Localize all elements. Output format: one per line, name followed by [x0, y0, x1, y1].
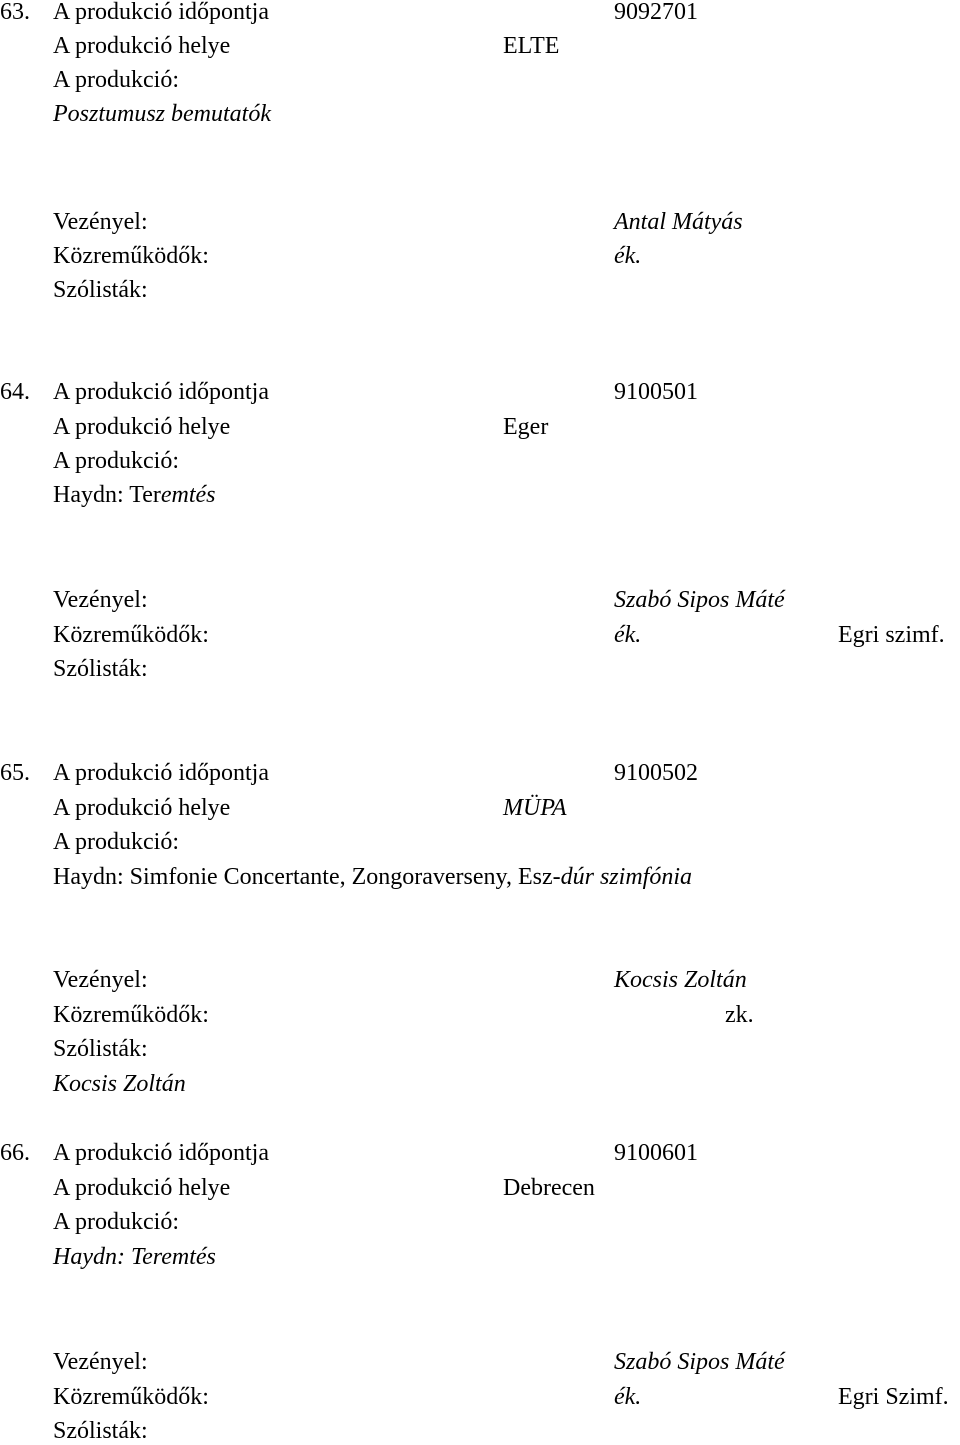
production-date: 9092701	[614, 0, 698, 25]
production-date: 9100502	[614, 760, 698, 786]
place-label: A produkció helye	[53, 795, 231, 821]
production-title-plain: Haydn: Ter	[53, 482, 161, 508]
soloists-label: Szólisták:	[53, 277, 148, 303]
contributors-label: Közreműködők:	[53, 243, 209, 269]
entry-number: 65.	[0, 760, 30, 786]
production-title: Posztumusz bemutatók	[53, 101, 271, 127]
production-place: MÜPA	[503, 795, 567, 821]
place-label: A produkció helye	[53, 33, 231, 59]
place-label: A produkció helye	[53, 414, 231, 440]
conductor-label: Vezényel:	[53, 967, 148, 993]
date-label: A produkció időpontja	[53, 1140, 269, 1166]
production-date: 9100501	[614, 379, 698, 405]
contributors-value: zk.	[725, 1002, 754, 1028]
conductor-name: Antal Mátyás	[614, 209, 743, 235]
production-title-italic: emtés	[160, 482, 216, 508]
production-place: Debrecen	[503, 1175, 595, 1201]
production-place: ELTE	[503, 33, 560, 59]
production-title: Haydn: Teremtés	[53, 1244, 216, 1270]
production-label: A produkció:	[53, 1209, 179, 1235]
conductor-label: Vezényel:	[53, 209, 148, 235]
date-label: A produkció időpontja	[53, 760, 269, 786]
contributors-value: ék.	[614, 1384, 642, 1410]
soloists-label: Szólisták:	[53, 1418, 148, 1444]
conductor-label: Vezényel:	[53, 587, 148, 613]
production-place: Eger	[503, 414, 549, 440]
entry-number: 63.	[0, 0, 30, 25]
soloists-label: Szólisták:	[53, 1036, 148, 1062]
soloists-label: Szólisták:	[53, 656, 148, 682]
contributors-orchestra: Egri Szimf.	[838, 1384, 949, 1410]
entry-number: 64.	[0, 379, 30, 405]
production-label: A produkció:	[53, 829, 179, 855]
production-title	[53, 863, 692, 891]
conductor-name: Szabó Sipos Máté	[614, 1349, 785, 1375]
contributors-label: Közreműködők:	[53, 1002, 209, 1028]
contributors-label: Közreműködők:	[53, 1384, 209, 1410]
date-label: A produkció időpontja	[53, 0, 269, 25]
conductor-name: Szabó Sipos Máté	[614, 587, 785, 613]
production-title-italic: dúr szimfónia	[560, 864, 692, 890]
entry-number: 66.	[0, 1140, 30, 1166]
production-title	[53, 481, 216, 509]
contributors-label: Közreműködők:	[53, 622, 209, 648]
contributors-value: ék.	[614, 622, 642, 648]
contributors-orchestra: Egri szimf.	[838, 622, 945, 648]
production-label: A produkció:	[53, 67, 179, 93]
production-date: 9100601	[614, 1140, 698, 1166]
contributors-value: ék.	[614, 243, 642, 269]
production-title-plain: Haydn: Simfonie Concertante, Zongoraverseny, Esz-	[53, 864, 561, 890]
conductor-label: Vezényel:	[53, 1349, 148, 1375]
conductor-name: Kocsis Zoltán	[614, 967, 747, 993]
date-label: A produkció időpontja	[53, 379, 269, 405]
place-label: A produkció helye	[53, 1175, 231, 1201]
soloists-value: Kocsis Zoltán	[53, 1071, 186, 1097]
production-label: A produkció:	[53, 448, 179, 474]
